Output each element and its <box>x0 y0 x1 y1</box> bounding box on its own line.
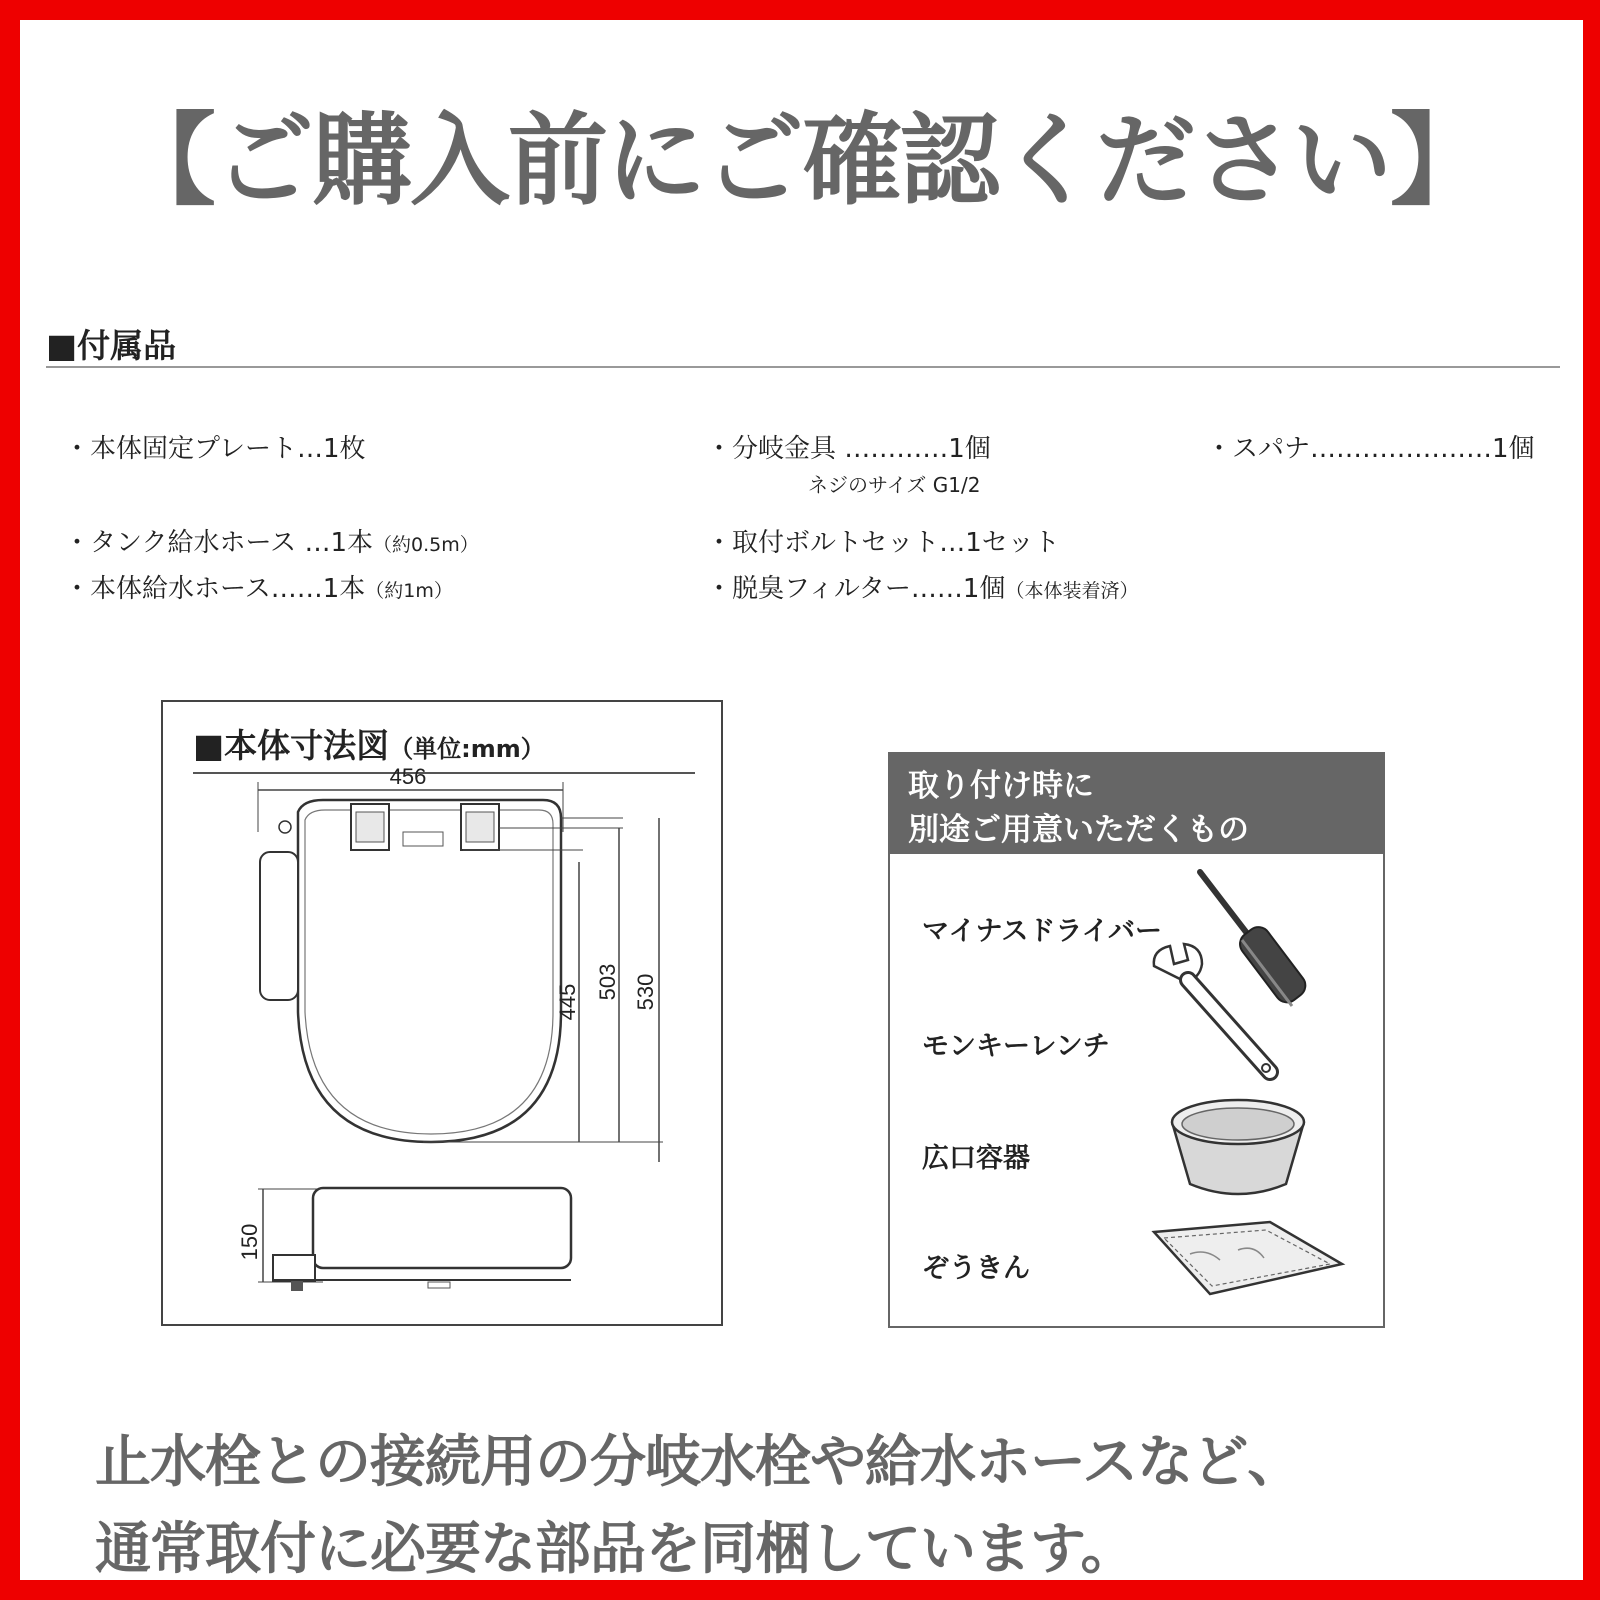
seat-outline <box>298 800 561 1142</box>
accessory-branch-note: ネジのサイズ G1/2 <box>808 473 981 497</box>
dimension-heading: ■本体寸法図（単位:mm） <box>193 726 545 765</box>
dim-503-label: 503 <box>595 963 620 1001</box>
toilet-seat-drawing <box>163 702 725 1328</box>
body-hose-note: （約1m） <box>365 580 453 602</box>
bowl-icon <box>1172 1100 1304 1194</box>
filter-note: （本体装着済） <box>1005 580 1139 602</box>
side-view-seat <box>313 1188 571 1268</box>
accessory-filter: ・脱臭フィルター……1個（本体装着済） <box>706 574 1139 604</box>
prepare-heading: 取り付け時に 別途ご用意いただくもの <box>890 754 1383 854</box>
divider <box>46 366 1560 368</box>
screwdriver-icon <box>1200 872 1310 1007</box>
dim-530-label: 530 <box>633 973 658 1011</box>
side-panel <box>260 852 298 1000</box>
prepare-items-box <box>888 752 1385 1328</box>
accessory-body-hose: ・本体給水ホース……1本（約1m） <box>64 574 453 604</box>
accessory-plate: ・本体固定プレート…1枚 <box>64 434 366 464</box>
accessory-spanner: ・スパナ…………………1個 <box>1206 434 1535 464</box>
accessory-branch: ・分岐金具 …………1個 <box>706 434 991 464</box>
dim-width-label: 456 <box>389 764 427 789</box>
bottom-line-2: 通常取付に必要な部品を同梱しています。 <box>95 1517 1136 1582</box>
page-title: 【ご購入前にご確認ください】 <box>116 102 1488 219</box>
tank-hose-note: （約0.5m） <box>373 534 479 556</box>
dimension-unit: （単位:mm） <box>389 735 545 763</box>
cloth-icon <box>1154 1222 1342 1294</box>
item-wrench-label: モンキーレンチ <box>922 1031 1110 1062</box>
dimension-diagram-box <box>161 700 723 1326</box>
dim-150-label: 150 <box>237 1223 262 1261</box>
bottom-line-1: 止水栓との接続用の分岐水栓や給水ホースなど、 <box>95 1430 1303 1495</box>
accessory-bolt-set: ・取付ボルトセット…1セット <box>706 528 1060 558</box>
item-container-label: 広口容器 <box>922 1143 1030 1174</box>
item-screwdriver-label: マイナスドライバー <box>922 916 1163 947</box>
accessories-heading: ■付属品 <box>46 326 177 365</box>
item-cloth-label: ぞうきん <box>922 1253 1030 1284</box>
dim-445-label: 445 <box>555 983 580 1021</box>
accessory-tank-hose: ・タンク給水ホース …1本（約0.5m） <box>64 528 479 558</box>
